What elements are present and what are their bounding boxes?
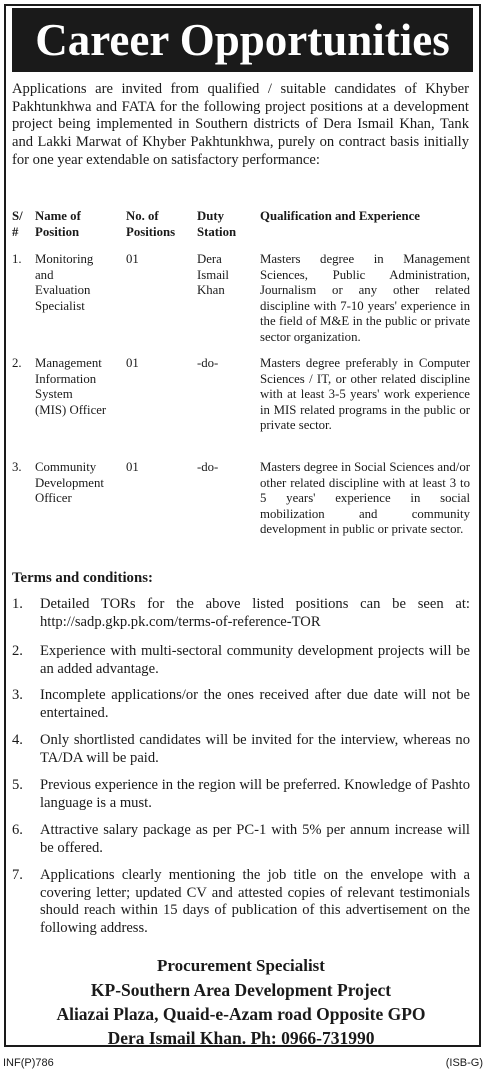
row-duty-station: -do- [197,356,219,370]
row-positions-count: 01 [126,356,139,370]
row-positions-count: 01 [126,460,139,474]
row-positions-count: 01 [126,252,139,266]
row-sno: 1. [12,252,22,266]
term-text: Detailed TORs for the above listed positions can be seen at: http://sadp.gkp.pk.com/terms-of-reference-TOR [40,596,470,630]
reference-code-right: (ISB-G) [445,1057,483,1069]
header-name: Name of Position [35,209,81,239]
terms-heading: Terms and conditions: [12,570,153,586]
term-number: 4. [12,732,23,748]
header-positions: No. of Positions [126,209,176,239]
term-number: 7. [12,867,23,883]
term-text: Applications clearly mentioning the job title on the envelope with a covering letter; updated CV and attested copies of relevant testimonials should reach within 15 days of publication of this advertisement on the following address. [40,867,470,936]
term-number: 2. [12,643,23,659]
row-position-name: Community Development Officer [35,460,104,506]
row-duty-station: Dera Ismail Khan [197,252,229,298]
term-number: 5. [12,777,23,793]
intro-paragraph: Applications are invited from qualified / suitable candidates of Khyber Pakhtunkhwa and FATA for the following project positions at a development project being implemented in Southern districts of Dera Ismail Khan, Tank and Lakki Marwat of Khyber Pakhtunkhwa, purely on contract basis initially for one year extendable on satisfactory performance: [12,81,469,168]
row-sno: 2. [12,356,22,370]
term-number: 3. [12,687,23,703]
contact-title: Procurement Specialist [157,956,325,975]
term-text: Previous experience in the region will be preferred. Knowledge of Pashto language is a must. [40,777,470,811]
contact-address: Aliazai Plaza, Quaid-e-Azam road Opposite GPO [56,1004,426,1024]
row-position-name: Management Information System (MIS) Officer [35,356,107,417]
term-text: Attractive salary package as per PC-1 with 5% per annum increase will be offered. [40,822,470,856]
header-sno: S/ # [12,209,23,239]
row-qualification: Masters degree in Social Sciences and/or other related discipline with at least 3 to 5 years' experience in social mobilization and community development in public or private sector. [260,460,471,537]
header-duty-station: Duty Station [197,209,237,239]
row-qualification: Masters degree in Management Sciences, Public Administration, Journalism or any other related discipline with 7-10 years' experience in the field of M&E in the public or private sector organization. [260,252,470,344]
contact-organization: KP-Southern Area Development Project [90,980,392,1000]
term-text: Only shortlisted candidates will be invited for the interview, whereas no TA/DA will be paid. [40,732,470,766]
row-qualification: Masters degree preferably in Computer Sciences / IT, or other related discipline with at least 3-5 years' work experience in MIS related programs in the public or private sector. [260,356,470,433]
row-duty-station: -do- [197,460,219,474]
row-sno: 3. [12,460,22,474]
reference-code-left: INF(P)786 [3,1057,54,1069]
page-title: Career Opportunities [12,8,473,72]
term-text: Incomplete applications/or the ones received after due date will not be entertained. [40,687,470,721]
term-text: Experience with multi-sectoral community development projects will be an added advantage. [40,643,470,677]
term-number: 6. [12,822,23,838]
row-position-name: Monitoring and Evaluation Specialist [35,252,94,313]
header-qualification: Qualification and Experience [260,209,420,223]
term-number: 1. [12,596,23,612]
contact-city-phone: Dera Ismail Khan. Ph: 0966-731990 [107,1028,375,1048]
